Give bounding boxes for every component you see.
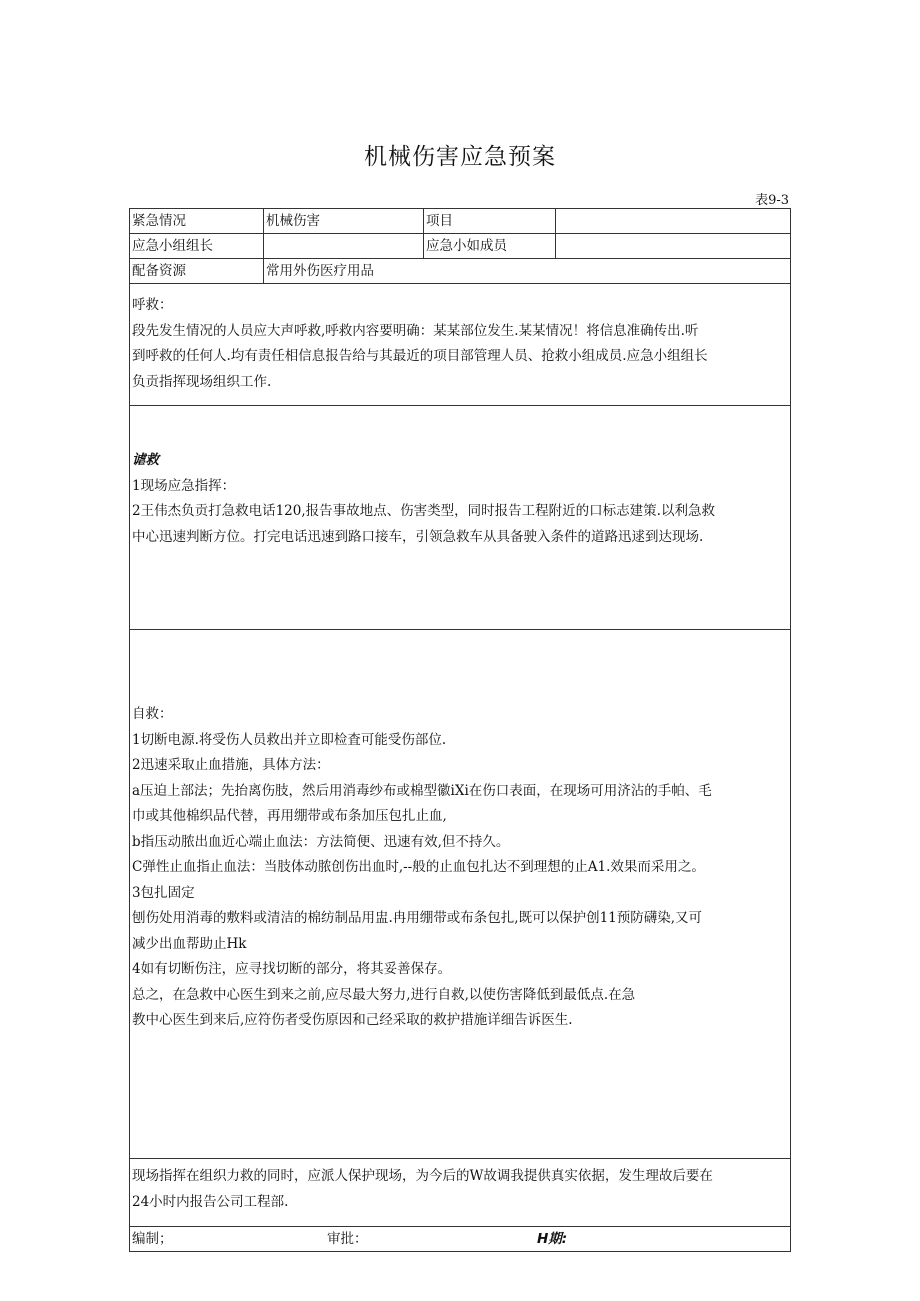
self-rescue-row [130, 630, 791, 1159]
site-protection-line-2: 24小时内报告公司工程部. [132, 1193, 289, 1210]
self-rescue-line-1: 1切断电源.将受伤人员救出并立即检査可能受伤部位. [132, 731, 447, 748]
leader-label: 应急小组组长 [130, 234, 264, 259]
self-rescue-line-12: 教中心医生到来后,应符伤者受伤原因和己经采取的救护措施详细告诉医生. [132, 1012, 573, 1028]
rescue-line-2: 2王伟杰负贡打急救电话120,报告事故地点、伤害类型，同时报告工程附近的口标志建策.以利急救 [132, 503, 715, 519]
leader-value [264, 234, 424, 259]
self-rescue-line-6: C弹性止血指止血法：当肢体动脓创伤出血时,--般的止血包扎达不到理想的止A1.效果而采用之。 [132, 859, 705, 875]
self-rescue-line-10: 4如有切断伤注，应寻找切断的部分，将其妥善保存。 [132, 961, 452, 977]
self-rescue-line-2: 2迅速采取止血措施，具体方法： [132, 757, 330, 773]
rescue-section [130, 406, 791, 630]
self-rescue-section [130, 630, 791, 1159]
call-line-3: 负贡指挥现场组织工作. [132, 373, 272, 390]
call-for-help-heading: 呼救： [132, 297, 173, 313]
footer-row [130, 1227, 791, 1252]
project-value [556, 209, 791, 234]
self-rescue-heading: 自救： [132, 706, 173, 722]
members-value [556, 234, 791, 259]
call-line-2: 到呼救的任何人.均有责任相信息报告给与其最近的项目部管理人员、抢救小组成员.应急小组组长 [132, 348, 708, 364]
site-protection-line-1: 现场指挥在组织力救的同时，应派人保护现场，为今后的W故调我提供真实依据，发生理故后要在 [132, 1168, 713, 1184]
resources-value: 常用外伤医疗用品 [264, 259, 791, 284]
resources-label: 配备资源 [130, 259, 264, 284]
header-row-2 [130, 234, 791, 259]
call-line-1: 段先发生情况的人员应大声呼救,呼救内容要明确：某某部位发生.某某情况！将信息准确传出.听 [132, 322, 699, 339]
prepared-by-label: 编制； [132, 1231, 173, 1247]
self-rescue-line-7: 3包扎固定 [132, 884, 195, 901]
self-rescue-line-9: 减少出血帮助止Hk [132, 935, 247, 952]
self-rescue-line-11: 总之，在急救中心医生到来之前,应尽最大努力,进行自救,以使伤害降低到最低点.在急 [132, 986, 636, 1003]
self-rescue-line-8: 刨伤处用消毒的敷料或清洁的棉纺制品用盅.冉用绷带或布条包扎,既可以保护创11预防礴染,又可 [132, 910, 703, 926]
rescue-heading: 谑救 [132, 452, 159, 468]
call-for-help-section [130, 284, 791, 406]
table-number: 表9-3 [755, 193, 789, 208]
call-for-help-row [130, 284, 791, 406]
project-label: 项目 [424, 209, 556, 234]
rescue-row [130, 406, 791, 630]
self-rescue-line-4: 巾或其他棉织品代替，再用绷带或布条加压包扎止血, [132, 808, 447, 824]
footer-cell [130, 1227, 791, 1252]
emergency-plan-table [129, 208, 791, 1252]
approved-by-label: 审批： [327, 1231, 368, 1247]
emergency-value: 机械伤害 [264, 209, 424, 234]
site-protection-section [130, 1159, 791, 1227]
date-label: H期: [537, 1231, 568, 1247]
rescue-line-1: 1现场应急指挥： [132, 477, 236, 494]
page-title: 机械伤害应急预案 [364, 144, 556, 170]
header-row-3 [130, 259, 791, 284]
emergency-label: 紧急情况 [130, 209, 264, 234]
self-rescue-line-5: b指压动脓出血近心端止血法：方法简便、迅速有效,但不持久。 [132, 833, 510, 850]
self-rescue-line-3: a压迫上部法；先抬离伤肢，然后用消毒纱布或棉型徽iXi在伤口表面，在现场可用济沾的手帕、毛 [132, 782, 712, 799]
site-protection-row [130, 1159, 791, 1227]
header-row-1 [130, 209, 791, 234]
rescue-line-3: 中心迅速判断方位。打完电话迅速到路口接车，引领急救车从具备驶入条件的道路迅逑到达现场. [132, 528, 704, 545]
members-label: 应急小如成员 [424, 234, 556, 259]
